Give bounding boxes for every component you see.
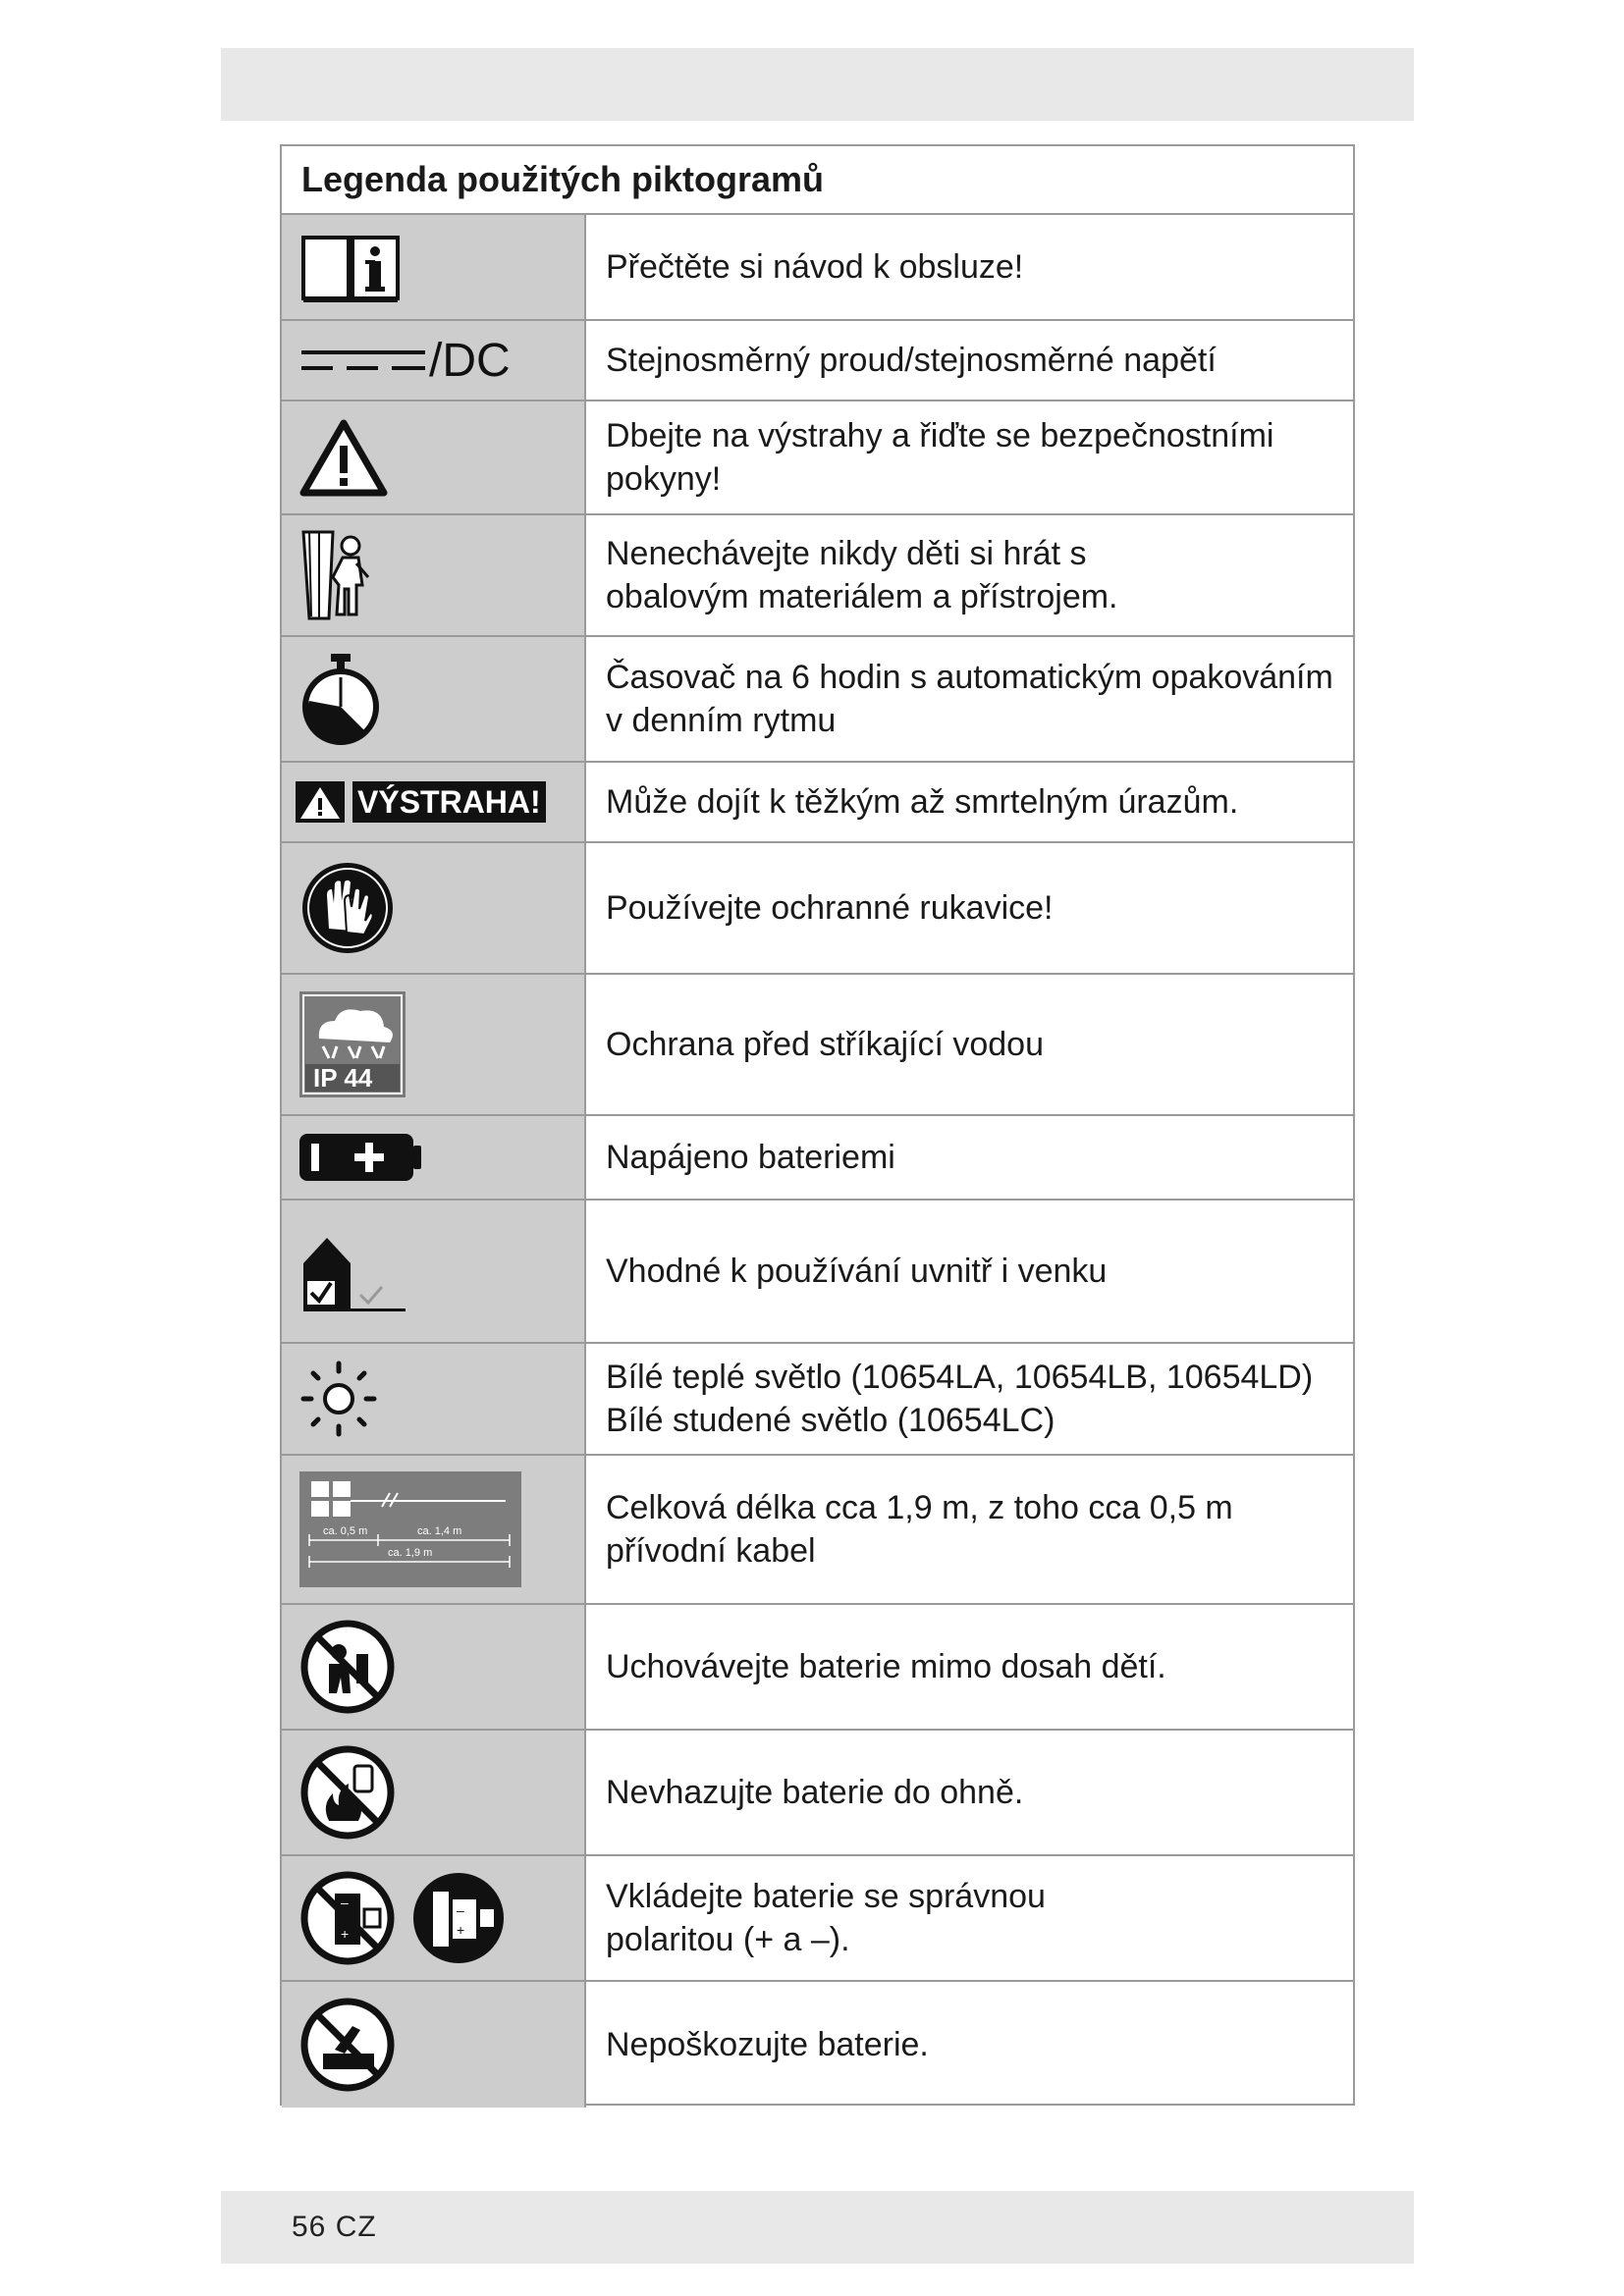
no-fire-battery-icon [299,1744,396,1841]
warning-label-icon: VÝSTRAHA! [352,781,546,823]
legend-row-no-children [282,1605,1353,1731]
legend-text: Používejte ochranné rukavice! [606,889,1054,927]
battery-polarity-icon [299,1870,508,1966]
child-packaging-icon [299,528,378,622]
cable-label-short: ca. 0,5 m [323,1525,368,1537]
icon-cell [282,1982,586,2108]
header-band [221,48,1414,121]
legend-row-warning [282,401,1353,515]
legend-row-no-damage [282,1982,1353,2108]
legend-text: Uchovávejte baterie mimo dosah dětí. [606,1648,1166,1685]
legend-text: Nevhazujte baterie do ohně. [606,1774,1024,1811]
legend-text: Napájeno bateriemi [606,1139,895,1176]
icon-cell [282,1116,586,1199]
legend-text: Vkládejte baterie se správnou polaritou (+ a –). [606,1878,1046,1958]
dc-label: /DC [429,334,511,387]
icon-cell [282,401,586,513]
legend-text: Přečtěte si návod k obsluze! [606,248,1024,286]
light-sun-icon [299,1360,378,1438]
legend-row-gloves [282,843,1353,975]
legend-title: Legenda použitých piktogramů [282,146,1353,215]
legend-row-children [282,515,1353,637]
svg-text:–: – [457,1902,464,1918]
cable-label-long: ca. 1,4 m [417,1525,462,1537]
no-damage-battery-icon [299,1997,396,2093]
icon-cell [282,975,586,1114]
icon-cell [282,1344,586,1454]
legend-row-battery [282,1116,1353,1201]
legend-text: Vhodné k používání uvnitř i venku [606,1253,1108,1290]
icon-cell [282,321,586,400]
legend-text: Stejnosměrný proud/stejnosměrné napětí [606,342,1217,379]
svg-text:+: + [341,1926,350,1942]
battery-icon [299,1132,421,1183]
legend-row-light [282,1344,1353,1456]
pictogram-legend-table [280,144,1355,2106]
svg-text:–: – [341,1895,349,1910]
legend-row-ip44 [282,975,1353,1116]
indoor-outdoor-icon [299,1230,407,1312]
warning-triangle-icon [299,418,388,497]
legend-text: Může dojít k těžkým až smrtelným úrazům. [606,783,1239,821]
legend-text: Dbejte na výstrahy a řiďte se bezpečnostními pokyny! [606,417,1274,498]
gloves-icon [299,860,396,956]
legend-row-manual [282,215,1353,321]
legend-row-dc [282,321,1353,401]
icon-cell [282,637,586,761]
icon-cell [282,1605,586,1729]
legend-text: Celková délka cca 1,9 m, z toho cca 0,5 m přívodní kabel [606,1489,1233,1570]
cable-label-total: ca. 1,9 m [388,1547,433,1559]
legend-row-no-fire [282,1731,1353,1856]
legend-row-indoor-outdoor [282,1201,1353,1344]
svg-text:+: + [457,1922,465,1938]
legend-text: Ochrana před stříkající vodou [606,1026,1045,1063]
icon-cell [282,1731,586,1854]
legend-text: Časovač na 6 hodin s automatickým opakováním v denním rytmu [606,659,1333,739]
page-number: 56 CZ [292,2211,377,2243]
ip44-splash-icon [299,991,406,1097]
footer-band [221,2191,1414,2264]
manual-info-icon [299,230,402,304]
legend-row-polarity [282,1856,1353,1982]
legend-row-cable [282,1456,1353,1605]
direct-current-icon [299,341,427,380]
cable-length-icon [299,1471,521,1587]
legend-row-timer [282,637,1353,763]
legend-text: Bílé teplé světlo (10654LA, 10654LB, 10654LD) Bílé studené světlo (10654LC) [606,1359,1314,1439]
icon-cell [282,515,586,635]
icon-cell [282,1201,586,1342]
legend-text: Nepoškozujte baterie. [606,2026,929,2063]
no-children-battery-icon [299,1619,396,1715]
icon-cell [282,763,586,841]
warning-small-triangle-icon [296,781,345,823]
ip44-label: IP 44 [313,1063,373,1093]
timer-icon [299,652,382,746]
icon-cell [282,215,586,319]
legend-row-vystraha [282,763,1353,843]
icon-cell [282,843,586,973]
legend-text: Nenechávejte nikdy děti si hrát s obalovým materiálem a přístrojem. [606,535,1118,615]
icon-cell [282,1456,586,1603]
icon-cell [282,1856,586,1980]
